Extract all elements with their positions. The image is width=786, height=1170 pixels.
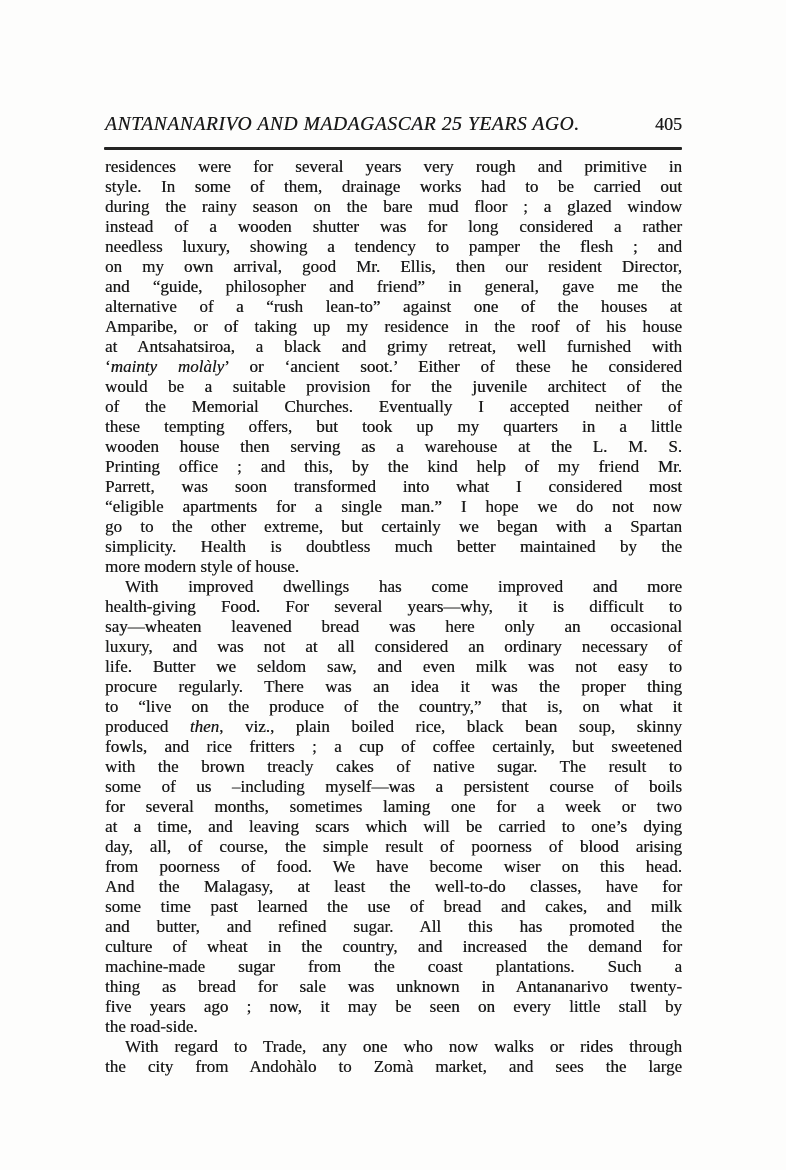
- text-line: some time past learned the use of bread and cakes, and milk: [105, 897, 682, 916]
- header-rule: [104, 147, 682, 150]
- text-line: during the rainy season on the bare mud floor ; a glazed window: [105, 197, 682, 216]
- text-line: fowls, and rice fritters ; a cup of coffee certainly, but sweetened: [105, 737, 682, 756]
- text-line: simplicity. Health is doubtless much better maintained by the: [105, 537, 682, 556]
- text-line: for several months, sometimes laming one for a week or two: [105, 797, 682, 816]
- text-line: at a time, and leaving scars which will be carried to one’s dying: [105, 817, 682, 836]
- text-line: “eligible apartments for a single man.” I hope we do not now: [105, 497, 682, 516]
- text-line: of the Memorial Churches. Eventually I accepted neither of: [105, 397, 682, 416]
- text-segment: ’ or ‘ancient soot.’ Either of these he considered: [224, 357, 682, 376]
- text-line: Amparibe, or of taking up my residence in the roof of his house: [105, 317, 682, 336]
- text-line: needless luxury, showing a tendency to pamper the flesh ; and: [105, 237, 682, 256]
- text-line: Printing office ; and this, by the kind help of my friend Mr.: [105, 457, 682, 476]
- text-line: some of us –including myself—was a persistent course of boils: [105, 777, 682, 796]
- page-number: 405: [655, 114, 682, 134]
- text-line: residences were for several years very rough and primitive in: [105, 157, 682, 176]
- text-line: the road-side.: [105, 1017, 198, 1036]
- text-line: the city from Andohàlo to Zomà market, and sees the large: [105, 1057, 682, 1076]
- running-title: ANTANANARIVO AND MADAGASCAR 25 YEARS AGO.: [105, 114, 580, 135]
- text-line: [105, 357, 682, 377]
- text-line: alternative of a “rush lean-to” against one of the houses at: [105, 297, 682, 316]
- text-line: would be a suitable provision for the juvenile architect of the: [105, 377, 682, 396]
- text-line: at Antsahatsiroa, a black and grimy retreat, well furnished with: [105, 337, 682, 356]
- text-segment: ‘: [105, 357, 111, 376]
- text-line: five years ago ; now, it may be seen on every little stall by: [105, 997, 682, 1016]
- text-line: luxury, and was not at all considered an ordinary necessary of: [105, 637, 682, 656]
- text-line: health-giving Food. For several years—why, it is difficult to: [105, 597, 682, 616]
- text-line: instead of a wooden shutter was for long considered a rather: [105, 217, 682, 236]
- text-line: day, all, of course, the simple result of poorness of blood arising: [105, 837, 682, 856]
- text-line: and butter, and refined sugar. All this has promoted the: [105, 917, 682, 936]
- paragraph: [105, 157, 682, 577]
- text-line: procure regularly. There was an idea it was the proper thing: [105, 677, 682, 696]
- text-line: [105, 717, 682, 737]
- paragraph: [105, 577, 682, 1037]
- text-line: go to the other extreme, but certainly we began with a Spartan: [105, 517, 682, 536]
- text-line: these tempting offers, but took up my quarters in a little: [105, 417, 682, 436]
- text-line: say—wheaten leavened bread was here only an occasional: [105, 617, 682, 636]
- text-line: culture of wheat in the country, and increased the demand for: [105, 937, 682, 956]
- page-header: [105, 114, 682, 136]
- text-line: from poorness of food. We have become wiser on this head.: [105, 857, 682, 876]
- text-line: And the Malagasy, at least the well-to-do classes, have for: [105, 877, 682, 896]
- text-segment: , viz., plain boiled rice, black bean soup, skinny: [219, 717, 682, 736]
- text-line: Parrett, was soon transformed into what I considered most: [105, 477, 682, 496]
- text-line: wooden house then serving as a warehouse at the L. M. S.: [105, 437, 682, 456]
- text-line: machine-made sugar from the coast plantations. Such a: [105, 957, 682, 976]
- text-line: life. Butter we seldom saw, and even milk was not easy to: [105, 657, 682, 676]
- text-segment: produced: [105, 717, 190, 736]
- italic-text: mainty molàly: [110, 357, 225, 376]
- text-line: thing as bread for sale was unknown in Antananarivo twenty-: [105, 977, 682, 996]
- text-line: with the brown treacly cakes of native sugar. The result to: [105, 757, 682, 776]
- paragraph: [105, 1037, 682, 1077]
- italic-text: then: [189, 717, 220, 736]
- text-line: style. In some of them, drainage works had to be carried out: [105, 177, 682, 196]
- text-line: on my own arrival, good Mr. Ellis, then our resident Director,: [105, 257, 682, 276]
- page-body: [105, 157, 682, 1077]
- text-line: and “guide, philosopher and friend” in general, gave me the: [105, 277, 682, 296]
- text-line: to “live on the produce of the country,” that is, on what it: [105, 697, 682, 716]
- text-line: With regard to Trade, any one who now walks or rides through: [125, 1037, 682, 1056]
- text-line: more modern style of house.: [105, 557, 300, 576]
- text-line: With improved dwellings has come improved and more: [125, 577, 682, 596]
